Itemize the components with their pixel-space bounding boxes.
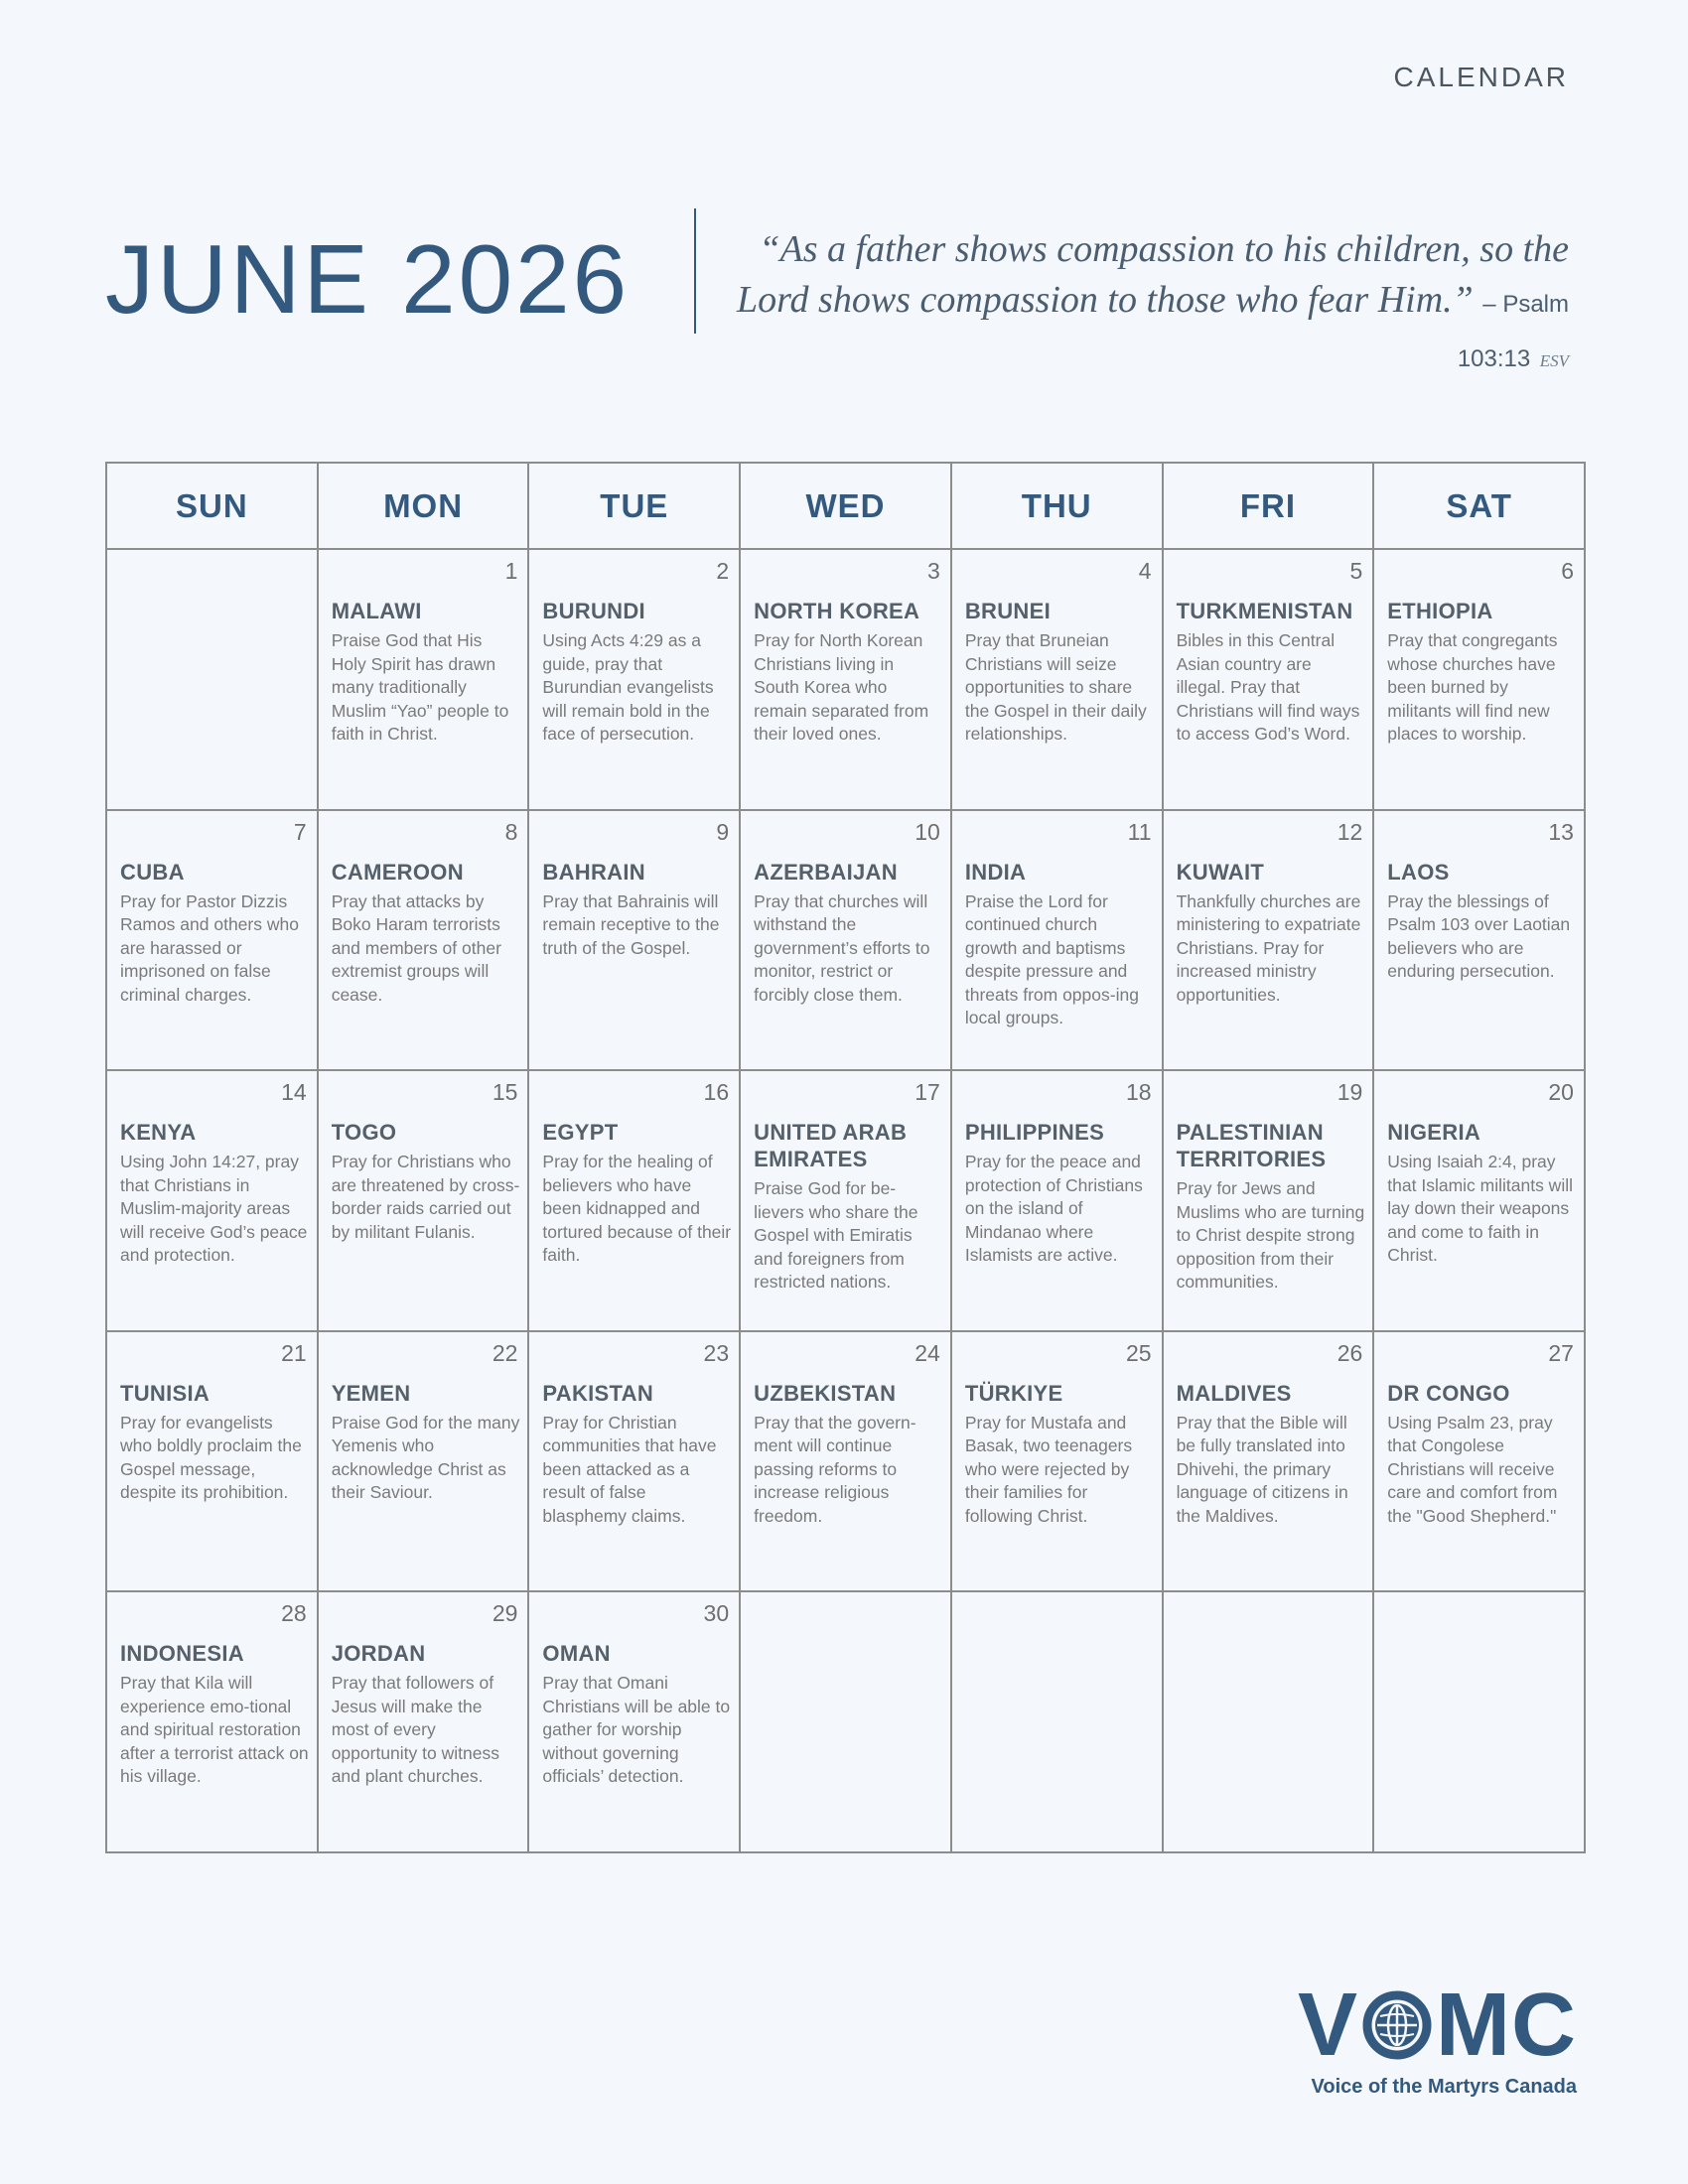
day-cell xyxy=(319,550,530,811)
verse-quote xyxy=(695,224,1569,386)
day-number: 28 xyxy=(281,1600,307,1626)
prayer-text: Using Acts 4:29 as a guide, pray that Burundian evangelists will remain bold in the face of persecution. xyxy=(542,630,714,744)
country-name: PHILIPPINES xyxy=(964,1120,1105,1145)
day-number: 7 xyxy=(293,818,307,845)
prayer-text: Pray for the healing of believers who have been kidnapped and tortured because of their faith. xyxy=(542,1152,732,1265)
day-number: 18 xyxy=(1125,1079,1152,1105)
weekday-header: WED xyxy=(741,464,952,550)
country-name: PAKISTAN xyxy=(542,1380,654,1406)
day-cell xyxy=(529,1332,741,1593)
country-name: PALESTINIAN TERRITORIES xyxy=(1176,1120,1327,1171)
prayer-text: Pray for evangelists who boldly proclaim the Gospel message, despite its prohibition. xyxy=(120,1412,302,1502)
day-number: 29 xyxy=(492,1600,518,1626)
day-content xyxy=(1387,1380,1576,1529)
country-name: CAMEROON xyxy=(331,859,464,885)
country-name: CUBA xyxy=(120,859,185,885)
day-content xyxy=(754,1119,942,1295)
day-content xyxy=(1387,598,1576,747)
empty-day-cell xyxy=(1374,1592,1586,1853)
day-cell xyxy=(529,811,741,1072)
day-number: 19 xyxy=(1336,1079,1363,1105)
country-name: INDIA xyxy=(964,859,1027,885)
prayer-text: Pray for Christian communities that have been attacked as a result of false blasphemy claims. xyxy=(542,1412,717,1526)
day-number: 23 xyxy=(703,1339,730,1366)
day-number: 15 xyxy=(492,1079,518,1105)
day-number: 20 xyxy=(1548,1079,1574,1105)
day-cell xyxy=(741,1071,952,1332)
verse-version: ESV xyxy=(1539,351,1569,370)
country-name: NORTH KOREA xyxy=(754,599,920,623)
prayer-text: Pray for Jews and Muslims who are turning to Christ despite strong opposition from their communities. xyxy=(1176,1178,1365,1292)
weekday-header: SUN xyxy=(107,464,319,550)
prayer-text: Using Psalm 23, pray that Congolese Christians will receive care and comfort from the "Good Shepherd." xyxy=(1387,1412,1558,1526)
day-content xyxy=(120,1380,309,1505)
day-number: 14 xyxy=(281,1079,307,1105)
day-number: 6 xyxy=(1561,558,1574,584)
day-cell xyxy=(319,811,530,1072)
day-number: 26 xyxy=(1336,1339,1363,1366)
day-content xyxy=(332,1119,520,1244)
country-name: TOGO xyxy=(331,1120,397,1145)
day-cell xyxy=(529,1071,741,1332)
day-cell xyxy=(741,811,952,1072)
day-number: 17 xyxy=(914,1079,940,1105)
day-cell xyxy=(107,1071,319,1332)
day-content xyxy=(965,859,1154,1030)
day-cell xyxy=(952,1332,1164,1593)
prayer-text: Pray for North Korean Christians living in South Korea who remain separated from their loved ones. xyxy=(754,630,929,744)
day-cell xyxy=(741,1332,952,1593)
day-number: 30 xyxy=(703,1600,730,1626)
prayer-text: Pray that churches will withstand the government’s efforts to monitor, restrict or forcibly close them. xyxy=(754,890,930,1005)
prayer-text: Praise the Lord for continued church growth and baptisms despite pressure and threats from oppos-ing local groups. xyxy=(964,890,1139,1027)
day-cell xyxy=(529,550,741,811)
weekday-header: TUE xyxy=(529,464,741,550)
country-name: MALDIVES xyxy=(1176,1380,1292,1406)
calendar-grid xyxy=(105,462,1586,1853)
day-content xyxy=(120,1119,309,1268)
day-content xyxy=(1177,859,1365,1008)
day-number: 27 xyxy=(1548,1339,1574,1366)
day-content xyxy=(965,1119,1154,1268)
day-content xyxy=(754,1380,942,1529)
prayer-text: Pray that attacks by Boko Haram terrorists and members of other extremist groups will cease. xyxy=(331,890,501,1005)
day-number: 10 xyxy=(914,818,940,845)
country-name: BAHRAIN xyxy=(542,859,645,885)
weekday-header: SAT xyxy=(1374,464,1586,550)
country-name: ETHIOPIA xyxy=(1387,599,1493,623)
prayer-text: Pray that Omani Christians will be able to gather for worship without governing officials’ detection. xyxy=(542,1673,731,1786)
prayer-text: Using John 14:27, pray that Christians in Muslim-majority areas will receive God’s peace and protection. xyxy=(120,1152,308,1265)
country-name: KUWAIT xyxy=(1176,859,1265,885)
country-name: OMAN xyxy=(542,1641,611,1666)
day-cell xyxy=(1374,550,1586,811)
day-cell xyxy=(1164,550,1375,811)
empty-day-cell xyxy=(1164,1592,1375,1853)
prayer-text: Pray that congregants whose churches have been burned by militants will find new places to worship. xyxy=(1387,630,1558,744)
country-name: MALAWI xyxy=(331,599,422,623)
day-content xyxy=(1387,1119,1576,1268)
day-content xyxy=(1177,1380,1365,1529)
weekday-header: THU xyxy=(952,464,1164,550)
day-content xyxy=(965,1380,1154,1529)
empty-day-cell xyxy=(107,550,319,811)
day-number: 24 xyxy=(914,1339,940,1366)
day-cell xyxy=(107,811,319,1072)
globe-icon xyxy=(1361,1989,1433,2061)
prayer-text: Pray for Christians who are threatened by cross-border raids carried out by militant Fulanis. xyxy=(331,1152,520,1242)
day-number: 2 xyxy=(716,558,730,584)
country-name: TÜRKIYE xyxy=(964,1380,1063,1406)
prayer-text: Bibles in this Central Asian country are illegal. Pray that Christians will find ways to access God’s Word. xyxy=(1176,630,1360,744)
country-name: LAOS xyxy=(1387,859,1450,885)
day-number: 22 xyxy=(492,1339,518,1366)
day-cell xyxy=(952,811,1164,1072)
day-number: 13 xyxy=(1548,818,1574,845)
logo-letters-right: MC xyxy=(1436,1976,1577,2075)
day-cell xyxy=(952,550,1164,811)
weekday-header: MON xyxy=(319,464,530,550)
prayer-text: Praise God that His Holy Spirit has drawn many traditionally Muslim “Yao” people to faith in Christ. xyxy=(331,630,509,744)
day-number: 25 xyxy=(1125,1339,1152,1366)
day-cell xyxy=(107,1592,319,1853)
day-cell xyxy=(741,550,952,811)
country-name: YEMEN xyxy=(331,1380,411,1406)
day-cell xyxy=(1164,1071,1375,1332)
logo-letters-left: V xyxy=(1298,1976,1359,2075)
prayer-text: Pray for Pastor Dizzis Ramos and others who are harassed or imprisoned on false criminal charges. xyxy=(120,890,299,1005)
country-name: DR CONGO xyxy=(1387,1380,1510,1406)
prayer-text: Pray that followers of Jesus will make the most of every opportunity to witness and plant churches. xyxy=(331,1673,499,1786)
country-name: UNITED ARAB EMIRATES xyxy=(754,1120,908,1171)
section-label: CALENDAR xyxy=(1393,62,1569,92)
country-name: KENYA xyxy=(120,1120,197,1145)
day-content xyxy=(754,859,942,1008)
country-name: TUNISIA xyxy=(120,1380,211,1406)
day-cell xyxy=(319,1071,530,1332)
day-content xyxy=(542,859,731,961)
country-name: TURKMENISTAN xyxy=(1176,599,1353,623)
day-cell xyxy=(319,1592,530,1853)
day-number: 11 xyxy=(1127,818,1152,845)
day-cell xyxy=(1374,1332,1586,1593)
day-number: 21 xyxy=(281,1339,307,1366)
day-content xyxy=(1177,1119,1365,1295)
prayer-text: Pray that the govern-ment will continue passing reforms to increase religious freedom. xyxy=(754,1412,916,1526)
day-content xyxy=(542,1119,731,1268)
day-number: 8 xyxy=(504,818,518,845)
logo-mark xyxy=(1259,1976,1577,2075)
day-content xyxy=(542,1640,731,1789)
day-number: 16 xyxy=(703,1079,730,1105)
weekday-header: FRI xyxy=(1164,464,1375,550)
day-content xyxy=(1177,598,1365,747)
country-name: AZERBAIJAN xyxy=(754,859,898,885)
prayer-text: Praise God for the many Yemenis who acknowledge Christ as their Saviour. xyxy=(331,1412,520,1502)
country-name: UZBEKISTAN xyxy=(754,1380,897,1406)
day-number: 3 xyxy=(927,558,940,584)
country-name: INDONESIA xyxy=(120,1641,244,1666)
day-content xyxy=(1387,859,1576,984)
prayer-text: Pray that Kila will experience emo-tional and spiritual restoration after a terrorist attack on his village. xyxy=(120,1673,309,1786)
day-content xyxy=(120,1640,309,1789)
day-content xyxy=(965,598,1154,747)
day-content xyxy=(542,598,731,747)
prayer-text: Pray for the peace and protection of Christians on the island of Mindanao where Islamists are active. xyxy=(964,1152,1143,1265)
vomc-logo xyxy=(1259,1976,1577,2099)
day-number: 1 xyxy=(504,558,518,584)
day-content xyxy=(332,598,520,747)
country-name: BURUNDI xyxy=(542,599,645,623)
country-name: JORDAN xyxy=(331,1641,426,1666)
prayer-text: Using Isaiah 2:4, pray that Islamic militants will lay down their weapons and come to faith in Christ. xyxy=(1387,1152,1573,1265)
page-title: JUNE 2026 xyxy=(105,224,631,334)
day-content xyxy=(332,1640,520,1789)
prayer-text: Pray for Mustafa and Basak, two teenagers who were rejected by their families for following Christ. xyxy=(964,1412,1133,1526)
day-content xyxy=(332,1380,520,1505)
day-number: 9 xyxy=(716,818,730,845)
country-name: EGYPT xyxy=(542,1120,619,1145)
day-number: 4 xyxy=(1138,558,1152,584)
prayer-text: Pray that Bahrainis will remain receptive to the truth of the Gospel. xyxy=(542,890,720,958)
prayer-text: Thankfully churches are ministering to expatriate Christians. Pray for increased ministry opportunities. xyxy=(1176,890,1361,1005)
prayer-text: Pray that the Bible will be fully translated into Dhivehi, the primary language of citizens in the Maldives. xyxy=(1176,1412,1348,1526)
empty-day-cell xyxy=(952,1592,1164,1853)
prayer-text: Pray that Bruneian Christians will seize opportunities to share the Gospel in their daily relationships. xyxy=(964,630,1147,744)
verse-text: “As a father shows compassion to his children, so the Lord shows compassion to those who fear Him.” xyxy=(737,228,1569,321)
day-cell xyxy=(1374,1071,1586,1332)
day-content xyxy=(754,598,942,747)
day-content xyxy=(120,859,309,1008)
verse-reference: – Psalm 103:13 xyxy=(1457,291,1569,372)
day-content xyxy=(332,859,520,1008)
logo-tagline: Voice of the Martyrs Canada xyxy=(1311,2076,1577,2098)
day-cell xyxy=(107,1332,319,1593)
country-name: BRUNEI xyxy=(964,599,1051,623)
prayer-text: Praise God for be-lievers who share the Gospel with Emiratis and foreigners from restricted nations. xyxy=(754,1178,918,1292)
day-content xyxy=(542,1380,731,1529)
day-number: 12 xyxy=(1336,818,1363,845)
day-cell xyxy=(319,1332,530,1593)
day-cell xyxy=(1164,811,1375,1072)
empty-day-cell xyxy=(741,1592,952,1853)
day-cell xyxy=(529,1592,741,1853)
day-cell xyxy=(1374,811,1586,1072)
prayer-text: Pray the blessings of Psalm 103 over Laotian believers who are enduring persecution. xyxy=(1387,890,1571,981)
day-cell xyxy=(952,1071,1164,1332)
day-number: 5 xyxy=(1349,558,1363,584)
country-name: NIGERIA xyxy=(1387,1120,1481,1145)
day-cell xyxy=(1164,1332,1375,1593)
